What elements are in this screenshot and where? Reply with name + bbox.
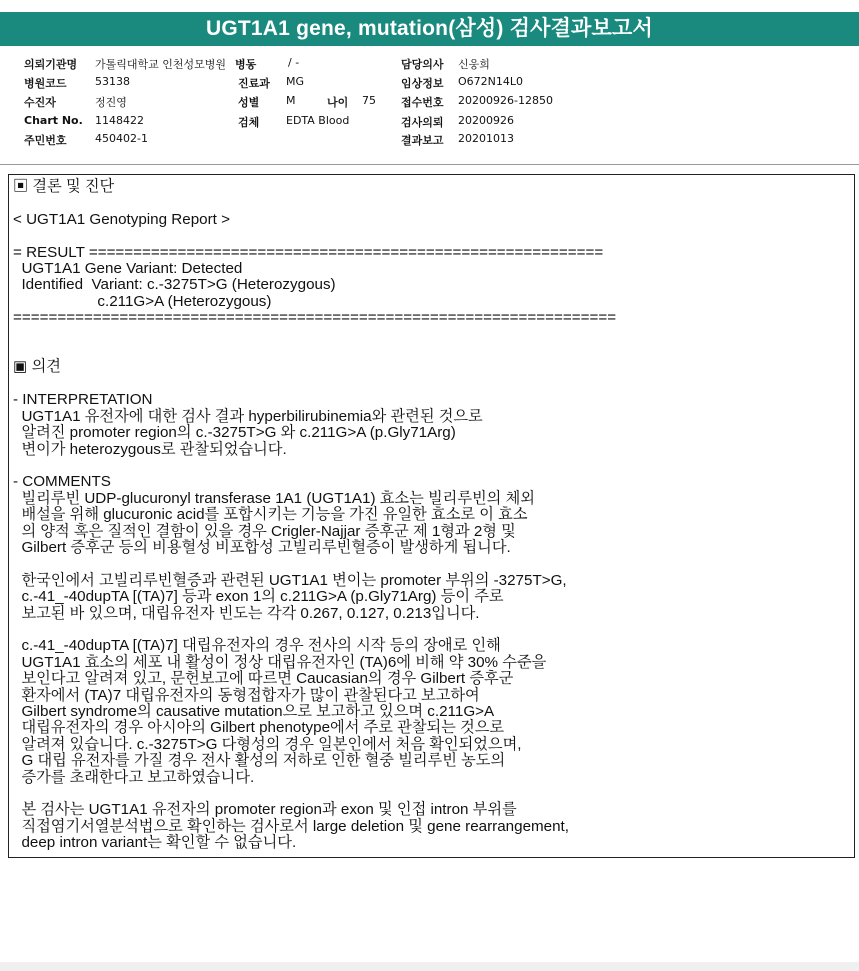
- doctor-label: 담당의사: [401, 58, 444, 71]
- test-request-label: 검사의뢰: [401, 116, 444, 129]
- header-row-1: [0, 56, 859, 74]
- hospital-code-value: 53138: [95, 75, 130, 88]
- chart-no-label: Chart No.: [24, 114, 83, 127]
- specimen-label: 검체: [238, 116, 260, 129]
- age-value: 75: [362, 94, 376, 107]
- report-body-box: [8, 174, 855, 858]
- patient-header: [0, 52, 859, 152]
- age-label: 나이: [327, 96, 349, 109]
- sex-value: M: [286, 94, 296, 107]
- receipt-no-value: 20200926-12850: [458, 94, 553, 107]
- clinical-info-value: O672N14L0: [458, 75, 524, 88]
- report-title: UGT1A1 gene, mutation(삼성) 검사결과보고서: [0, 12, 859, 46]
- doctor-value: 신웅희: [458, 58, 490, 71]
- ward-value: / -: [288, 56, 300, 69]
- header-row-3: [0, 94, 859, 112]
- sex-label: 성별: [238, 96, 260, 109]
- receipt-no-label: 접수번호: [401, 96, 444, 109]
- result-report-value: 20201013: [458, 132, 514, 145]
- resident-no-label: 주민번호: [24, 134, 67, 147]
- examinee-value: 정진영: [95, 96, 127, 109]
- test-request-value: 20200926: [458, 114, 514, 127]
- report-body-text: ▣ 결론 및 진단 < UGT1A1 Genotyping Report > = RESULT ========================================================== UGT1A1 Gene Variant: Detected Identified Variant: c.-3275T>G (Heterozygous) c.211G>A (Heterozygous) ==================================================================== ▣ 의견 - INTERPRETATION UGT1A1 유전자에 대한 검사 결과 hyperbilirubinemia와 관련된 것으로 알려진 promoter region의 c.-3275T>G 와 c.211G>A (p.Gly71Arg) 변이가 heterozygous로 관찰되었습니다. - COMMENTS 빌리루빈 UDP-glucuronyl transferase 1A1 (UGT1A1) 효소는 빌리루빈의 체외 배설을 위해 glucuronic acid를 포합시키는 기능을 가진 유일한 효소로 이 효소 의 양적 혹은 질적인 결함이 있을 경우 Crigler-Najjar 증후군 제 1형과 2형 및 Gilbert 증후군 등의 비용혈성 비포합성 고빌리루빈혈증이 발생하게 됩니다. 한국인에서 고빌리루빈혈증과 관련된 UGT1A1 변이는 promoter 부위의 -3275T>G, c.-41_-40dupTA [(TA)7] 등과 exon 1의 c.211G>A (p.Gly71Arg) 등이 주로 보고된 바 있으며, 대립유전자 빈도는 각각 0.267, 0.127, 0.213입니다. c.-41_-40dupTA [(TA)7] 대립유전자의 경우 전사의 시작 등의 장애로 인해 UGT1A1 효소의 세포 내 활성이 정상 대립유전자인 (TA)6에 비해 약 30% 수준을 보인다고 알려져 있고, 문헌보고에 따르면 Caucasian의 경우 Gilbert 증후군 환자에서 (TA)7 대립유전자의 동형접합자가 많이 관찰된다고 보고하여 Gilbert syndrome의 causative mutation으로 보고하고 있으며 c.211G>A 대립유전자의 경우 아시아의 Gilbert phenotype에서 주로 관찰되는 것으로 알려져 있습니다. c.-3275T>G 다형성의 경우 일본인에서 처음 확인되었으며, G 대립 유전자를 가질 경우 전사 활성의 저하로 인한 혈중 빌리루빈 농도의 증가를 초래한다고 보고하였습니다. 본 검사는 UGT1A1 유전자의 promoter region과 exon 및 인접 intron 부위를 직접염기서열분석법으로 확인하는 검사로서 large deletion 및 gene rearrangement, deep intron variant는 확인할 수 없습니다.: [13, 178, 617, 852]
- clinical-info-label: 임상정보: [401, 77, 444, 90]
- header-row-2: [0, 75, 859, 93]
- header-row-4: [0, 114, 859, 132]
- specimen-value: EDTA Blood: [286, 114, 350, 127]
- result-report-label: 결과보고: [401, 134, 444, 147]
- examinee-label: 수진자: [24, 96, 56, 109]
- department-label: 진료과: [238, 77, 270, 90]
- request-institution-label: 의뢰기관명: [24, 58, 78, 71]
- header-divider: [0, 164, 859, 165]
- chart-no-value: 1148422: [95, 114, 144, 127]
- department-value: MG: [286, 75, 305, 88]
- request-institution-value: 가톨릭대학교 인천성모병원: [95, 58, 227, 71]
- resident-no-value: 450402-1: [95, 132, 148, 145]
- page-footer-strip: [0, 962, 859, 971]
- header-row-5: [0, 132, 859, 150]
- hospital-code-label: 병원코드: [24, 77, 67, 90]
- ward-label: 병동: [235, 58, 257, 71]
